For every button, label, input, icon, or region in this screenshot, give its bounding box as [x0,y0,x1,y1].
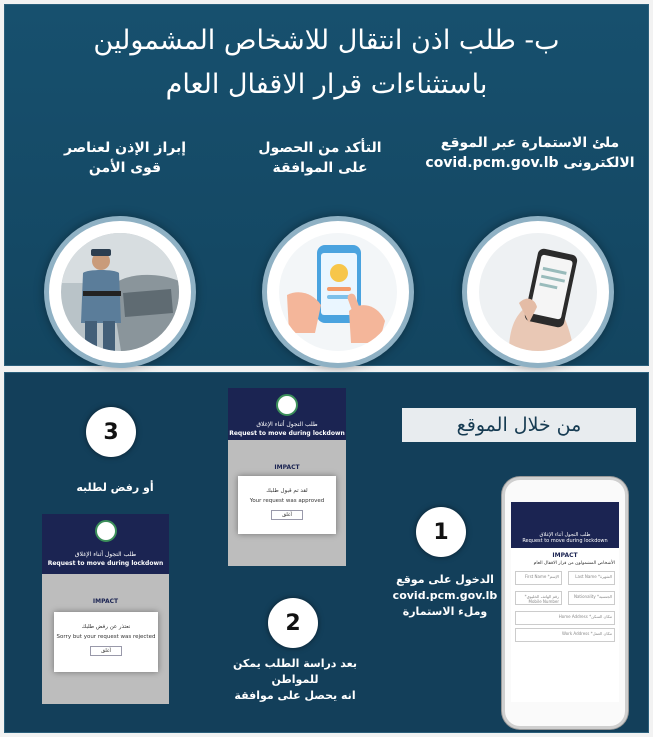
delivery-app-icon [267,221,409,363]
home-address-field[interactable]: مكان السكن* Home Address [515,611,615,625]
approved-text-en: Your request was approved [249,498,325,504]
step1-line2: covid.pcm.gov.lb [392,589,498,602]
nationality-field[interactable]: الجنسية* Nationality [568,591,615,605]
rejected-dialog [54,612,158,672]
mobile-field[interactable]: رقم الهاتف الخليوي* Mobile Number [515,591,562,605]
rejected-overlay [42,574,169,704]
step-show-permit-line1: إبراز الإذن لعناصر [63,140,187,156]
approved-header-ar: طلب التجول أثناء الإغلاق [256,421,318,428]
form-header-ar: طلب التجول أثناء الإغلاق [539,532,591,538]
last-name-field[interactable]: الشهرة* Last Name [568,571,615,585]
title-line-2: باستثناءات قرار الاقفال العام [165,69,488,100]
step-number-1: 1 [416,507,466,557]
step2-text [218,656,372,704]
approved-header-en: Request to move during lockdown [229,430,345,437]
approved-dialog [238,476,336,534]
rejected-header-ar: طلب التجول أثناء الإغلاق [74,551,137,558]
impact-label: IMPACT [92,598,119,605]
step-check-approval-line2: على الموافقة [272,160,368,176]
step-label-show-permit [35,138,215,178]
rejected-header [42,514,169,574]
logo-icon [95,520,117,542]
approved-header [228,388,346,440]
form-header [511,502,619,548]
site-heading: من خلال الموقع [402,408,636,442]
rejected-text-en: Sorry but your request was rejected [56,634,156,640]
approved-overlay [228,440,346,566]
form-header-en: Request to move during lockdown [522,538,608,544]
step1-line3: وملء الاستمارة [402,605,488,618]
step1-text [392,572,498,620]
approved-screen [228,388,346,566]
rejected-text-ar: نعتذر عن رفض طلبك [81,624,131,630]
work-address-field[interactable]: مكان العمل* Work Address [515,628,615,642]
top-panel [4,4,649,366]
form-heading: الأشخاص المشمولون من قرار الاقفال العام [533,561,615,566]
impact-label: IMPACT [274,464,300,471]
phone-mockup [502,477,628,729]
step-number-3: 3 [86,407,136,457]
police-officer-icon [49,221,191,363]
phone-in-hand-icon [467,221,609,363]
step-fill-form-line2: الالكترونى covid.pcm.gov.lb [425,155,635,171]
close-button[interactable]: أغلق [271,510,303,520]
step-label-check-approval [230,138,410,178]
rejected-screen [42,514,169,704]
step2-line2: انه يحصل على موافقة [234,689,356,702]
impact-label: IMPACT [552,552,578,559]
phone-screen [511,502,619,702]
title-line-1: ب- طلب اذن انتقال للاشخاص المشمولين [93,25,560,56]
name-row [513,568,617,588]
step-show-permit-line2: قوى الأمن [88,160,162,176]
contact-row [513,588,617,608]
first-name-field[interactable]: الإسم* First Name [515,571,562,585]
step-label-fill-form [425,133,635,173]
close-button[interactable]: أغلق [90,646,122,656]
step1-line1: الدخول على موقع [396,573,494,586]
approved-text-ar: لقد تم قبول طلبك [266,488,308,494]
step2-line1: بعد دراسة الطلب يمكن للمواطن [233,657,357,686]
logo-icon [276,394,298,416]
rejected-header-en: Request to move during lockdown [47,560,164,567]
step-fill-form-line1: ملئ الاستمارة عبر الموقع [440,135,620,151]
step-number-2: 2 [268,598,318,648]
step3-text: أو رفض لطلبه [76,481,154,494]
step-check-approval-line1: التأكد من الحصول [258,140,382,156]
